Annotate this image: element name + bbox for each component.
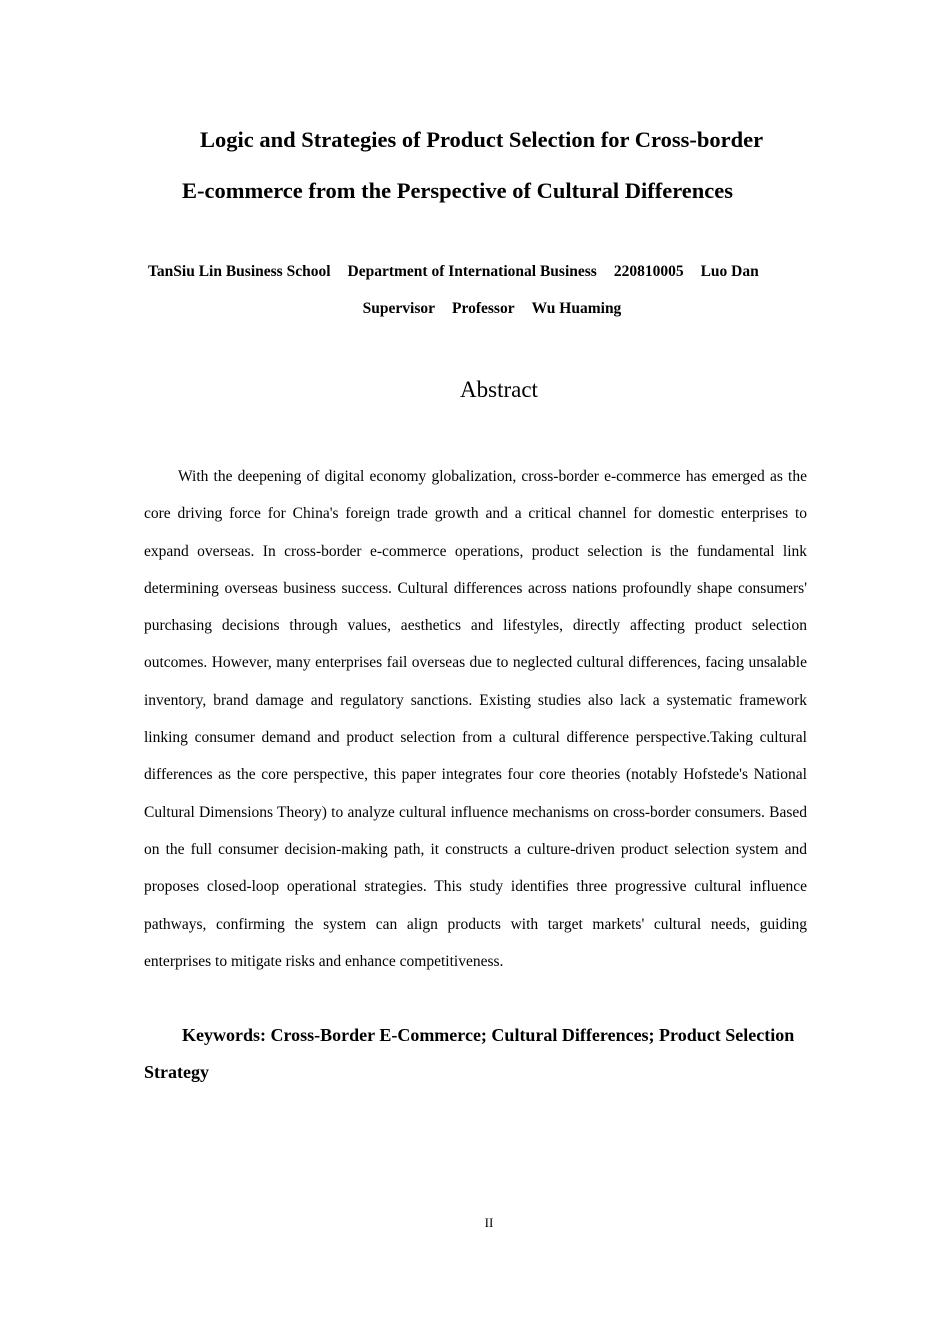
supervisor-label: Supervisor (362, 300, 436, 317)
school-name: TanSiu Lin Business School (148, 263, 331, 280)
abstract-heading: Abstract (460, 377, 538, 402)
paper-title-line-1: Logic and Strategies of Product Selection for Cross-border (200, 127, 764, 152)
author-name: Luo Dan (700, 263, 759, 280)
department-name: Department of International Business (347, 263, 597, 280)
student-id: 220810005 (613, 263, 684, 280)
abstract-body: With the deepening of digital economy globalization, cross-border e-commerce has emerged as the core driving force for China's foreign trade growth and a critical channel for domestic enterprises to expand overseas. In cross-border e-commerce operations, product selection is the fundamental link determining overseas business success. Cultural differences across nations profoundly shape consumers' purchasing decisions through values, aesthetics and lifestyles, directly affecting product selection outcomes. However, many enterprises fail overseas due to neglected cultural differences, facing unsalable inventory, brand damage and regulatory sanctions. Existing studies also lack a systematic framework linking consumer demand and product selection from a cultural difference perspective.Taking cultural differences as the core perspective, this paper integrates four core theories (notably Hofstede's National Cultural Dimensions Theory) to analyze cultural influence mechanisms on cross-border consumers. Based on the full consumer decision-making path, it constructs a culture-driven product selection system and proposes closed-loop operational strategies. This study identifies three progressive cultural influence pathways, confirming the system can align products with target markets' cultural needs, guiding enterprises to mitigate risks and enhance competitiveness. (144, 468, 807, 970)
supervisor-line (0, 299, 950, 319)
supervisor-name: Wu Huaming (531, 300, 622, 317)
page-number: II (484, 1215, 494, 1230)
supervisor-rank: Professor (452, 300, 515, 317)
keywords: Keywords: Cross-Border E-Commerce; Cultural Differences; Product Selection Strategy (144, 1025, 795, 1083)
paper-title-line-2: E-commerce from the Perspective of Cultural Differences (182, 178, 734, 203)
author-affiliation-line (148, 262, 812, 282)
